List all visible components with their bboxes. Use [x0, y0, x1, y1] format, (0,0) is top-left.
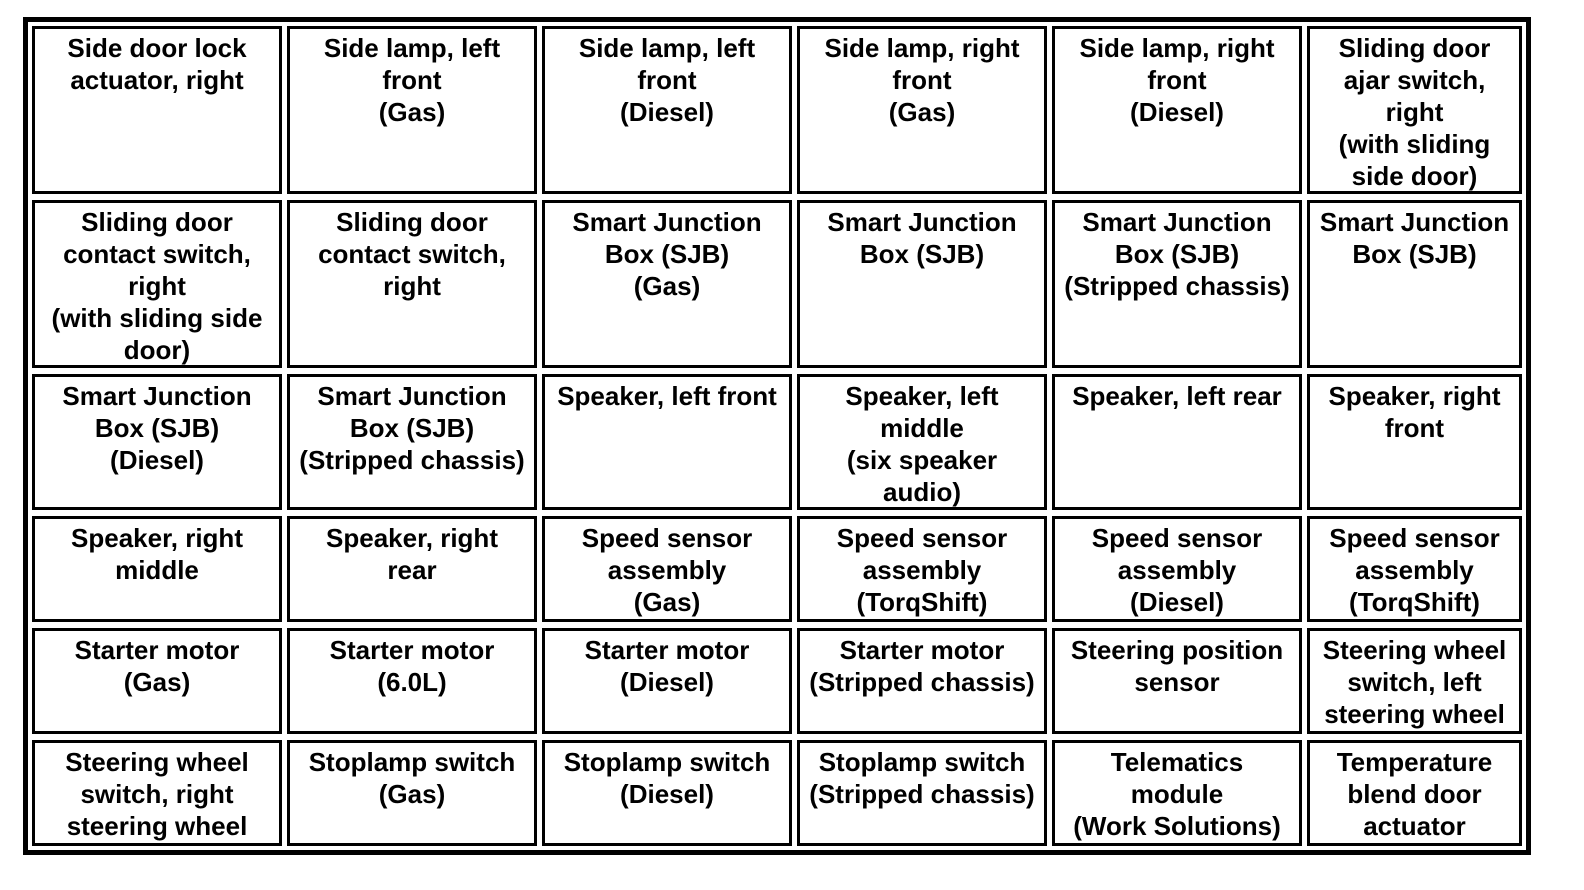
- table-cell: [287, 26, 537, 194]
- table-cell: [1052, 374, 1302, 510]
- cell-label: Speed sensor assembly (TorqShift): [836, 523, 1008, 617]
- cell-label: Smart Junction Box (SJB) (Stripped chassis): [1064, 207, 1290, 301]
- table-cell: [542, 628, 792, 734]
- table-cell: [287, 200, 537, 368]
- table-cell: [797, 200, 1047, 368]
- table-cell: [1052, 516, 1302, 622]
- cell-label: Side lamp, left front (Diesel): [578, 33, 756, 127]
- cell-label: Telematics module (Work Solutions): [1073, 747, 1281, 841]
- cell-label: Speed sensor assembly (Diesel): [1091, 523, 1263, 617]
- table-cell: [32, 628, 282, 734]
- cell-label: Side lamp, right front (Gas): [824, 33, 1020, 127]
- cell-label: Temperature blend door actuator: [1336, 747, 1493, 841]
- cell-label: Stoplamp switch (Diesel): [563, 747, 771, 809]
- cell-label: Steering position sensor: [1070, 635, 1284, 697]
- table-cell: [287, 516, 537, 622]
- table-cell: [797, 374, 1047, 510]
- table-cell: [32, 740, 282, 846]
- table-cell: [1307, 374, 1522, 510]
- cell-label: Sliding door ajar switch, right (with sliding side door): [1338, 33, 1491, 191]
- table-cell: [797, 628, 1047, 734]
- table-cell: [32, 516, 282, 622]
- cell-label: Stoplamp switch (Gas): [308, 747, 516, 809]
- cell-label: Speaker, right rear: [326, 523, 498, 585]
- cell-label: Speaker, left middle (six speaker audio): [845, 381, 999, 507]
- table-cell: [32, 200, 282, 368]
- table-cell: [1307, 740, 1522, 846]
- table-cell: [797, 740, 1047, 846]
- cell-label: Speaker, right front: [1328, 381, 1501, 443]
- cell-label: Side lamp, right front (Diesel): [1079, 33, 1275, 127]
- table-cell: [542, 200, 792, 368]
- table-cell: [1052, 628, 1302, 734]
- table-cell: [1052, 26, 1302, 194]
- table-cell: [1052, 740, 1302, 846]
- cell-label: Speed sensor assembly (TorqShift): [1329, 523, 1500, 617]
- cell-label: Steering wheel switch, left steering wheel: [1322, 635, 1507, 729]
- cell-label: Smart Junction Box (SJB): [827, 207, 1017, 269]
- table-cell: [1052, 200, 1302, 368]
- table-cell: [797, 26, 1047, 194]
- table-cell: [542, 740, 792, 846]
- table-cell: [32, 26, 282, 194]
- cell-label: Smart Junction Box (SJB) (Gas): [572, 207, 762, 301]
- cell-label: Side door lock actuator, right: [67, 33, 247, 95]
- cell-label: Speaker, left rear: [1072, 381, 1282, 411]
- cell-label: Starter motor (Gas): [74, 635, 240, 697]
- cell-label: Starter motor (Stripped chassis): [809, 635, 1035, 697]
- component-index-table: [23, 17, 1531, 855]
- table-cell: [1307, 26, 1522, 194]
- table-cell: [1307, 516, 1522, 622]
- table-cell: [287, 628, 537, 734]
- cell-label: Sliding door contact switch, right (with sliding side door): [51, 207, 263, 365]
- cell-label: Steering wheel switch, right steering wheel: [65, 747, 249, 841]
- cell-label: Smart Junction Box (SJB) (Stripped chassis): [299, 381, 525, 475]
- cell-label: Sliding door contact switch, right: [318, 207, 506, 301]
- cell-label: Speaker, left front: [557, 381, 777, 411]
- table-cell: [1307, 200, 1522, 368]
- cell-label: Side lamp, left front (Gas): [323, 33, 501, 127]
- cell-label: Smart Junction Box (SJB) (Diesel): [62, 381, 252, 475]
- table-cell: [797, 516, 1047, 622]
- table-cell: [542, 26, 792, 194]
- cell-label: Speaker, right middle: [71, 523, 243, 585]
- table-cell: [287, 374, 537, 510]
- cell-label: Starter motor (Diesel): [584, 635, 750, 697]
- component-grid: [32, 26, 1522, 846]
- cell-label: Smart Junction Box (SJB): [1319, 207, 1510, 269]
- cell-label: Starter motor (6.0L): [329, 635, 495, 697]
- table-cell: [1307, 628, 1522, 734]
- table-cell: [32, 374, 282, 510]
- cell-label: Speed sensor assembly (Gas): [581, 523, 753, 617]
- table-cell: [542, 374, 792, 510]
- cell-label: Stoplamp switch (Stripped chassis): [809, 747, 1035, 809]
- table-cell: [542, 516, 792, 622]
- table-cell: [287, 740, 537, 846]
